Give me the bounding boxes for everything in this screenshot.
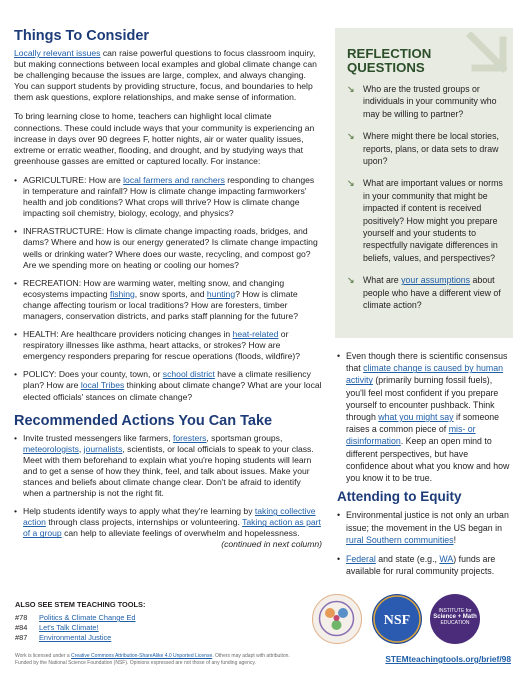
arrow-down-right-icon: ↘ — [347, 84, 355, 94]
agriculture-item: • AGRICULTURE: How are local farmers and ranchers responding to changes in temperature and rainfall? How is climate change impacting farmworkers' health and job conditions? What crops will thrive? How is climate change impacting soil chemistry, biology, ecology, and physics? — [14, 175, 322, 219]
things-paragraph-2: To bring learning close to home, teachers can highlight local climate connections. These could include ways that your community is experiencing an increase in days over 90 degrees F, hotter nights, air or water quality issues, extreme or erratic weather, flooding, and drought, and by studying ways that greenhouse gasses are emitted or captured locally. For instance: — [14, 111, 315, 166]
recreation-item: • RECREATION: How are warming water, melting snow, and changing ecosystems impacting fishing, snow sports, and hunting? How is climate change affecting tourism or local traditions? How are foresters, timber managers, conservation districts, and parks staff planning for the future? — [14, 278, 322, 322]
tool-link-87[interactable]: #87 Environmental Justice — [15, 633, 112, 642]
footer — [0, 592, 525, 680]
hunting-link[interactable]: hunting — [206, 288, 236, 299]
right-column — [335, 28, 513, 584]
meteorologists-link[interactable]: meteorologists — [23, 443, 79, 454]
left-column — [14, 28, 322, 551]
action-group-link[interactable]: Taking action as part of a group — [23, 517, 321, 539]
locally-relevant-issues-link[interactable]: Locally relevant issues — [14, 48, 101, 58]
local-tribes-link[interactable]: local Tribes — [80, 380, 125, 391]
things-paragraph-1: Locally relevant issues can raise powerful questions to focus classroom inquiry, but making connections between local examples and global climate change can be challenging because the issues are large, complex, and always changing. You can support students by providing structure, focus, and boundaries to help them ask questions, explore relationships, and make sense of information. — [14, 48, 317, 103]
license-text: Work is licensed under a Creative Commons Attribution-ShareAlike 4.0 Unported License. Others may adapt with attribution. Funded by the National Science Foundation (NSF). Opinions expressed are not those of any funding agency. — [15, 653, 290, 666]
fishing-link[interactable]: fishing — [109, 288, 135, 299]
what-you-might-say-link[interactable]: what you might say — [378, 412, 454, 423]
license-link[interactable]: Creative Commons Attribution-ShareAlike 4.0 Unported License — [71, 653, 213, 659]
foresters-link[interactable]: foresters — [172, 432, 207, 443]
policy-item: • POLICY: Does your county, town, or school district have a climate resiliency plan? How are local Tribes thinking about climate change? What are your local elected officials' stances on climate change? — [14, 369, 322, 402]
nsf-logo-text: NSF — [383, 613, 411, 628]
reflection-box — [335, 28, 513, 338]
equity-heading: Attending to Equity — [337, 489, 462, 505]
pushback-item: • Even though there is scientific consensus that climate change is caused by human activity (primarily burning fossil fuels), you'll feel most confident if you prepare yourself to encounter pushback. Think through what you might say if someone raises a common piece of mis- or disinformation. Keep an open mind to different perspectives, but have confidence about what you know and how you know it to be true. — [337, 350, 513, 484]
actions-list — [14, 432, 322, 550]
equity-item-1: • Environmental justice is not only an urban issue; the movement in the US began in rural Southern communities! — [337, 509, 513, 546]
local-farmers-link[interactable]: local farmers and ranchers — [123, 174, 225, 185]
arrow-down-right-icon: ↘ — [347, 131, 355, 142]
reflection-question-4: ↘ What are your assumptions about people who have a different view of climate action? — [347, 275, 501, 311]
nsf-logo — [372, 594, 422, 644]
reflection-list — [347, 83, 503, 312]
heat-related-link[interactable]: heat-related — [232, 329, 279, 340]
tool-link-84[interactable]: #84 Let's Talk Climate! — [15, 623, 99, 632]
infrastructure-item: • INFRASTRUCTURE: How is climate change impacting roads, bridges, and dams? Where and how is our energy generated? Is climate change impacting wells or drinking water? Where does our waste, recycling, and compost go? Are we spending more on heating or cooling our homes? — [14, 226, 322, 270]
continued-note: (continued in next column) — [221, 539, 322, 550]
reflection-question-1: ↘ Who are the trusted groups or individuals in your community who may be willing to partner? — [347, 84, 497, 119]
things-heading: Things To Consider — [14, 28, 150, 44]
human-activity-link[interactable]: climate change is caused by human activity — [346, 363, 503, 386]
actions-heading: Recommended Actions You Can Take — [14, 412, 273, 429]
journalists-link[interactable]: journalists — [83, 443, 123, 454]
rural-southern-link[interactable]: rural Southern communities — [346, 534, 454, 545]
also-see-tools — [15, 600, 145, 643]
equity-item-2: • Federal and state (e.g., WA) funds are available for rural community projects. — [337, 553, 513, 577]
arrow-down-right-icon: ↘ — [347, 178, 355, 189]
tool-link-78[interactable]: #78 Politics & Climate Change Ed — [15, 613, 136, 622]
your-assumptions-link[interactable]: your assumptions — [401, 275, 471, 286]
right-column-text — [335, 350, 513, 577]
federal-link[interactable]: Federal — [346, 554, 376, 565]
arrow-down-right-icon: ↘ — [347, 275, 355, 286]
things-list — [14, 175, 322, 403]
actions-item-2: • Help students identify ways to apply what they're learning by taking collective action through class projects, internships or volunteering. Taking action as part of a group can help to alleviate feelings of overwhelm and hopelessness. (continued in next column) — [14, 506, 322, 539]
also-see-heading: ALSO SEE STEM TEACHING TOOLS: — [15, 600, 146, 609]
reflection-heading: REFLECTION QUESTIONS — [347, 46, 432, 75]
reflection-question-2: ↘ Where might there be local stories, reports, plans, or data sets to draw upon? — [347, 131, 499, 167]
stem-tools-logo — [312, 594, 362, 644]
actions-item-1: • Invite trusted messengers like farmers, foresters, sportsman groups, meteorologists, journalists, scientists, or local officials to speak to your class. Meet with them beforehand to explain what you're hoping students will learn and to get a sense of how they think, feel, and talk about issues. Make your stances and beliefs about climate change clear. Don't be afraid to identify when a partnership is not the right fit. — [14, 433, 322, 500]
reflection-question-3: ↘ What are important values or norms in your community that might be impacted if content is received positively? How might you prepare yourself and your students to respectfully navigate differences in beliefs, values, and perspectives? — [347, 178, 503, 263]
school-district-link[interactable]: school district — [162, 369, 215, 380]
institute-logo: INSTITUTE for Science + Math EDUCATION — [430, 594, 480, 644]
wa-link[interactable]: WA — [439, 554, 454, 565]
brief-url-link[interactable]: STEMteachingtools.org/brief/98 — [385, 654, 511, 664]
misinformation-link[interactable]: mis- or disinformation — [346, 424, 476, 447]
health-item: • HEALTH: Are healthcare providers noticing changes in heat-related or respiratory illnesses like asthma, heart attacks, or strokes? How are emergency responders preparing for rescue operations (floods, wildfire)? — [14, 329, 322, 362]
collective-action-link[interactable]: taking collective action — [23, 506, 316, 528]
